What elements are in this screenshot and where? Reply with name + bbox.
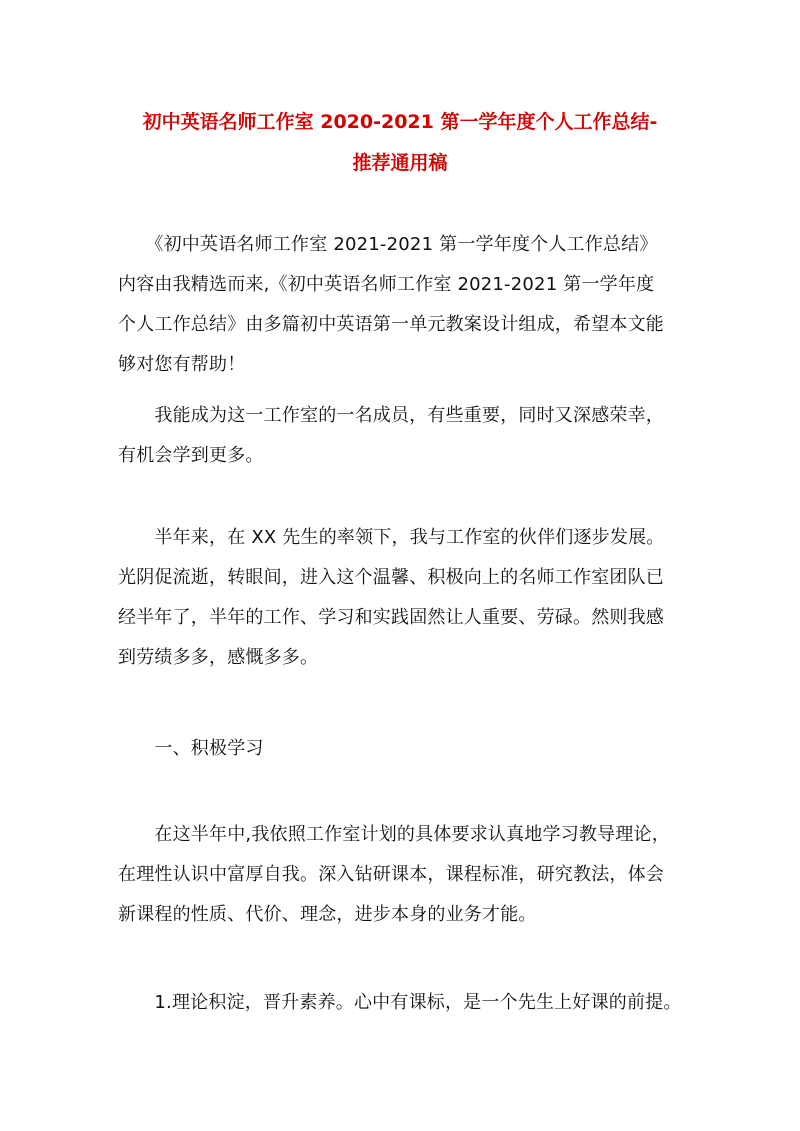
honor-paragraph bbox=[118, 396, 698, 476]
paragraph-line: 《初中英语名师工作室 2021-2021 第一学年度个人工作总结》 bbox=[118, 234, 658, 255]
section-heading-text: 一、积极学习 bbox=[118, 738, 264, 759]
paragraph-line: 够对您有帮助！ bbox=[118, 354, 246, 375]
section-heading-active-learning bbox=[118, 729, 698, 769]
paragraph-line: 经半年了，半年的工作、学习和实践固然让人重要、劳碌。然则我感 bbox=[118, 607, 664, 628]
document-title-line-1: 初中英语名师工作室 2020-2021 第一学年度个人工作总结- bbox=[142, 111, 658, 133]
paragraph-line: 到劳绩多多，感慨多多。 bbox=[118, 647, 319, 668]
paragraph-line: 个人工作总结》由多篇初中英语第一单元教案设计组成，希望本文能 bbox=[118, 314, 664, 335]
paragraph-line: 在理性认识中富厚自我。深入钻研课本，课程标准，研究教法，体会 bbox=[118, 864, 664, 885]
paragraph-line: 有机会学到更多。 bbox=[118, 445, 264, 466]
paragraph-line: 在这半年中,我依照工作室计划的具体要求认真地学习教导理论， bbox=[118, 824, 670, 845]
theory-paragraph bbox=[118, 983, 698, 1023]
paragraph-line: 半年来，在 XX 先生的率领下，我与工作室的伙伴们逐步发展。 bbox=[118, 527, 665, 548]
learning-paragraph bbox=[118, 815, 698, 935]
paragraph-line: 1.理论积淀，晋升素养。心中有课标，是一个先生上好课的前提。 bbox=[118, 992, 682, 1013]
intro-paragraph bbox=[118, 225, 698, 385]
paragraph-line: 光阴促流逝，转眼间，进入这个温馨、积极向上的名师工作室团队已 bbox=[118, 567, 664, 588]
document-title-line-2: 推荐通用稿 bbox=[352, 152, 448, 174]
half-year-paragraph bbox=[118, 518, 698, 678]
paragraph-line: 我能成为这一工作室的一名成员，有些重要，同时又深感荣幸， bbox=[118, 405, 664, 426]
paragraph-line: 内容由我精选而来,《初中英语名师工作室 2021-2021 第一学年度 bbox=[118, 274, 655, 295]
paragraph-line: 新课程的性质、代价、理念，进步本身的业务才能。 bbox=[118, 904, 537, 925]
